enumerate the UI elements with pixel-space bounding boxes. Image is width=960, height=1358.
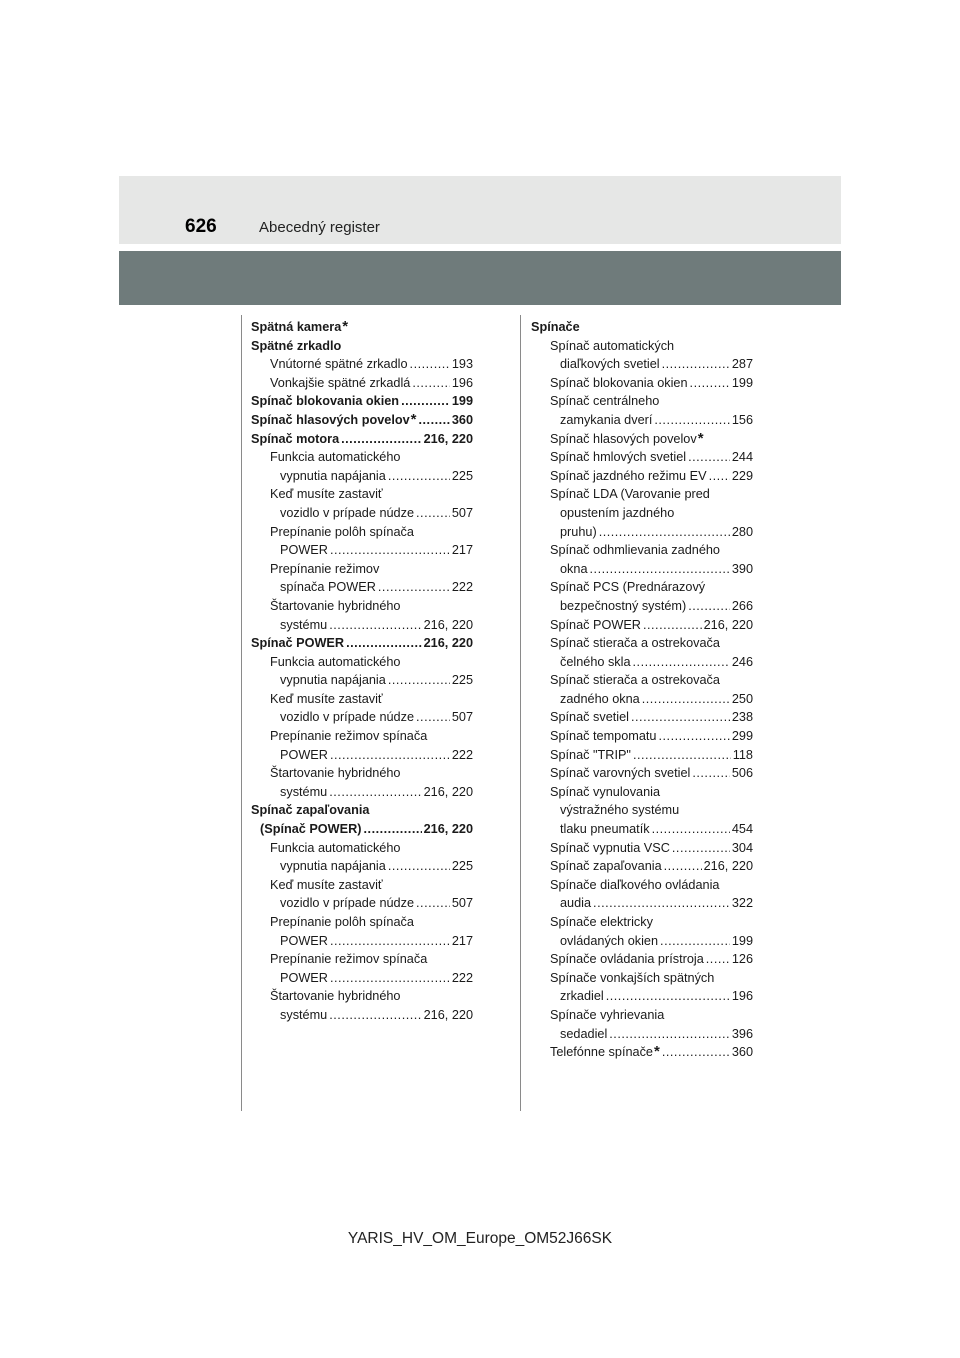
dot-leader: [709, 467, 730, 486]
index-entry: [531, 634, 753, 653]
index-entry: [531, 653, 753, 672]
index-entry: Telefónne spínače * ..... 360: [531, 1043, 753, 1062]
entry-text: Funkcia automatického: [270, 654, 401, 669]
index-entry: [251, 355, 473, 374]
entry-text: vypnutia napájania: [280, 468, 386, 483]
index-entry: [531, 448, 753, 467]
entry-text: Spätné zrkadlo: [251, 338, 342, 353]
dot-leader: [609, 1025, 730, 1044]
entry-text: Keď musíte zastaviť: [270, 487, 383, 502]
page-reference: 507: [451, 710, 473, 725]
index-entry: [251, 578, 473, 597]
index-entry: [251, 876, 473, 895]
page-title: Abecedný register: [259, 219, 380, 236]
index-entry: [251, 504, 473, 523]
entry-text: Spínač blokovania okien: [251, 394, 400, 409]
index-entry: [251, 597, 473, 616]
page-reference: 156: [731, 412, 753, 427]
index-entry: [531, 783, 753, 802]
page-reference: 216, 220: [423, 1007, 473, 1022]
index-entry: [251, 820, 473, 839]
index-entry: [531, 969, 753, 988]
page-reference: 216, 220: [423, 636, 473, 651]
entry-text: POWER: [280, 970, 328, 985]
index-entry: [251, 430, 473, 449]
page-reference: 199: [731, 933, 753, 948]
entry-text: Štartovanie hybridného: [270, 598, 401, 613]
index-entry: [531, 746, 753, 765]
index-entry: [531, 374, 753, 393]
dot-leader: [672, 839, 730, 858]
dot-leader: [378, 578, 450, 597]
index-entry: [531, 820, 753, 839]
entry-text: ovládaných okien: [560, 933, 659, 948]
entry-text: Prepínanie polôh spínača: [270, 524, 414, 539]
index-entry: [531, 932, 753, 951]
entry-text: systému: [280, 617, 328, 632]
dot-leader: [329, 783, 421, 802]
page-reference: 225: [451, 673, 473, 688]
index-entry: [251, 987, 473, 1006]
dot-leader: [690, 374, 730, 393]
dot-leader: [330, 541, 450, 560]
entry-text: opustením jazdného: [560, 505, 675, 520]
page-reference: 216, 220: [423, 822, 473, 837]
left-column-rule: [241, 315, 242, 1111]
dot-leader: [659, 727, 730, 746]
dot-leader: [688, 597, 730, 616]
index-entry: [251, 337, 473, 356]
page-reference: 396: [731, 1026, 753, 1041]
dot-leader: [330, 746, 450, 765]
index-entry: [531, 1025, 753, 1044]
index-entry: Spínač hlasových povelov * ..... 360: [251, 411, 473, 430]
dot-leader: [388, 671, 450, 690]
page-reference: 250: [731, 691, 753, 706]
index-entry: [251, 764, 473, 783]
dot-leader: [643, 616, 702, 635]
index-entry: [251, 950, 473, 969]
entry-text: Spínač blokovania okien: [550, 375, 688, 390]
page-reference: 216, 220: [703, 617, 753, 632]
header-bar: [119, 176, 841, 244]
entry-text: Spínač hlasových povelov: [251, 412, 410, 427]
entry-text: Spínač stierača a ostrekovača: [550, 673, 720, 688]
entry-text: vypnutia napájania: [280, 859, 386, 874]
index-entry: [531, 597, 753, 616]
index-entry: [251, 746, 473, 765]
index-entry: [251, 653, 473, 672]
page-reference: 507: [451, 896, 473, 911]
index-entry: [251, 932, 473, 951]
dot-leader: [401, 392, 450, 411]
entry-text: POWER: [280, 933, 328, 948]
page-reference: 246: [731, 654, 753, 669]
page-reference: 304: [731, 840, 753, 855]
page-reference: 225: [451, 468, 473, 483]
index-entry: [251, 560, 473, 579]
page-reference: 216, 220: [703, 859, 753, 874]
entry-text: Vnútorné spätné zrkadlo: [270, 357, 408, 372]
entry-text: Spätná kamera: [251, 320, 342, 334]
entry-text: audia: [560, 896, 592, 911]
index-entry: [531, 1006, 753, 1025]
entry-text: Spínače diaľkového ovládania: [550, 877, 720, 892]
entry-text: POWER: [280, 543, 328, 558]
page-reference: 506: [731, 766, 753, 781]
dot-leader: [652, 820, 730, 839]
entry-text: Keď musíte zastaviť: [270, 691, 383, 706]
page-reference: 222: [451, 580, 473, 595]
entry-text: Spínač automatických: [550, 338, 675, 353]
dot-leader: [330, 969, 450, 988]
entry-text: Spínač varovných svetiel: [550, 766, 691, 781]
dot-leader: [341, 430, 421, 449]
index-entry: [531, 727, 753, 746]
index-entry: [251, 448, 473, 467]
page-reference: 199: [451, 394, 473, 409]
index-entry: [531, 541, 753, 560]
index-entry: Spínač hlasových povelov *: [550, 429, 704, 447]
entry-text: systému: [280, 1007, 328, 1022]
page-reference: 196: [731, 989, 753, 1004]
document-code: YARIS_HV_OM_Europe_OM52J66SK: [347, 1230, 613, 1247]
entry-text: bezpečnostný systém): [560, 598, 687, 613]
dot-leader: [599, 523, 730, 542]
index-entry: [251, 690, 473, 709]
page-reference: 360: [451, 412, 473, 427]
index-entry: [531, 411, 753, 430]
page-reference: 216, 220: [423, 784, 473, 799]
entry-text: Spínač centrálneho: [550, 394, 660, 409]
dot-leader: [688, 448, 730, 467]
index-column-right: [531, 318, 753, 1062]
index-entry: Spätná kamera *: [251, 318, 349, 335]
dot-leader: [692, 764, 729, 783]
entry-text: Prepínanie režimov spínača: [270, 952, 428, 967]
dot-leader: [662, 355, 730, 374]
entry-text: vozidlo v prípade núdze: [280, 710, 415, 725]
dot-leader: [416, 504, 450, 523]
index-entry: [531, 616, 753, 635]
page-reference: 199: [731, 375, 753, 390]
entry-text: pruhu): [560, 524, 597, 539]
page-reference: 299: [731, 729, 753, 744]
entry-text: diaľkových svetiel: [560, 357, 660, 372]
index-entry: [531, 485, 753, 504]
entry-text: Spínač svetiel: [550, 710, 629, 725]
index-entry: [531, 318, 753, 337]
index-entry: [251, 969, 473, 988]
entry-text: Spínač jazdného režimu EV: [550, 468, 707, 483]
index-entry: [251, 523, 473, 542]
entry-text: Prepínanie režimov: [270, 561, 380, 576]
index-entry: [531, 857, 753, 876]
index-entry: [531, 560, 753, 579]
index-entry: [251, 1006, 473, 1025]
index-entry: [531, 876, 753, 895]
index-entry: [531, 337, 753, 356]
entry-text: vypnutia napájania: [280, 673, 386, 688]
dot-leader: [606, 987, 730, 1006]
entry-text: Spínač LDA (Varovanie pred: [550, 487, 710, 502]
entry-text: Spínač motora: [251, 431, 340, 446]
entry-text: vozidlo v prípade núdze: [280, 896, 415, 911]
dot-leader: [664, 857, 702, 876]
entry-text: sedadiel: [560, 1026, 608, 1041]
entry-text: Spínač zapaľovania: [251, 803, 370, 818]
page-reference: 238: [731, 710, 753, 725]
page-reference: 229: [731, 468, 753, 483]
dot-leader: [654, 411, 729, 430]
entry-text: Spínač hlasových povelov: [550, 431, 697, 446]
index-entry: [531, 578, 753, 597]
index-entry: [531, 392, 753, 411]
index-entry: [531, 913, 753, 932]
dot-leader: [662, 1043, 730, 1062]
index-entry: [251, 801, 473, 820]
page-reference: 118: [732, 747, 753, 762]
page-reference: 360: [731, 1045, 753, 1060]
dot-leader: [419, 411, 450, 430]
dot-leader: [330, 932, 450, 951]
index-entry: [251, 392, 473, 411]
index-entry: [251, 485, 473, 504]
index-entry: [251, 913, 473, 932]
index-entry: [251, 634, 473, 653]
index-entry: [251, 857, 473, 876]
page-reference: 216, 220: [423, 431, 473, 446]
dot-leader: [388, 467, 450, 486]
page-reference: 217: [451, 543, 473, 558]
dot-leader: [642, 690, 730, 709]
page-number: 626: [185, 216, 217, 237]
page-reference: 193: [451, 357, 473, 372]
entry-text: Spínač POWER: [550, 617, 641, 632]
entry-text: Spínač POWER: [251, 636, 345, 651]
entry-text: výstražného systému: [560, 803, 680, 818]
index-entry: [251, 727, 473, 746]
entry-text: okna: [560, 561, 588, 576]
dot-leader: [388, 857, 450, 876]
entry-text: Telefónne spínače: [550, 1045, 653, 1060]
index-entry: [531, 708, 753, 727]
entry-text: tlaku pneumatík: [560, 822, 650, 837]
page-reference: 222: [451, 747, 473, 762]
index-entry: [531, 801, 753, 820]
entry-text: zadného okna: [560, 691, 640, 706]
page-reference: 217: [451, 933, 473, 948]
entry-text: Spínač hmlových svetiel: [550, 450, 687, 465]
dot-leader: [329, 616, 421, 635]
index-entry: [531, 764, 753, 783]
entry-text: Keď musíte zastaviť: [270, 877, 383, 892]
index-entry: [251, 374, 473, 393]
header-band: [119, 251, 841, 305]
page-reference: 280: [731, 524, 753, 539]
entry-text: POWER: [280, 747, 328, 762]
index-entry: [251, 616, 473, 635]
dot-leader: [364, 820, 422, 839]
entry-text: Spínač tempomatu: [550, 729, 657, 744]
page-reference: 225: [451, 859, 473, 874]
entry-text: Funkcia automatického: [270, 840, 401, 855]
dot-leader: [590, 560, 730, 579]
index-entry: [251, 671, 473, 690]
dot-leader: [633, 653, 730, 672]
entry-text: Štartovanie hybridného: [270, 989, 401, 1004]
index-entry: [251, 541, 473, 560]
index-column-left: [251, 318, 473, 1025]
dot-leader: [660, 932, 730, 951]
entry-text: spínača POWER: [280, 580, 376, 595]
dot-leader: [329, 1006, 421, 1025]
index-entry: [531, 950, 753, 969]
dot-leader: [412, 374, 449, 393]
index-entry: [531, 671, 753, 690]
dot-leader: [593, 894, 730, 913]
entry-text: Spínače: [531, 320, 580, 334]
dot-leader: [633, 746, 731, 765]
index-entry: [251, 783, 473, 802]
index-entry: [531, 504, 753, 523]
entry-text: Spínač stierača a ostrekovača: [550, 636, 720, 651]
entry-text: Spínač "TRIP": [550, 747, 631, 762]
right-column-rule: [520, 315, 521, 1111]
entry-text: Prepínanie polôh spínača: [270, 915, 414, 929]
index-entry: [531, 987, 753, 1006]
index-entry: [531, 839, 753, 858]
entry-text: Štartovanie hybridného: [270, 766, 401, 781]
entry-text: vozidlo v prípade núdze: [280, 505, 415, 520]
entry-text: Spínač vynulovania: [550, 784, 661, 799]
page-reference: 390: [731, 561, 753, 576]
entry-text: Prepínanie režimov spínača: [270, 729, 428, 744]
dot-leader: [410, 355, 450, 374]
dot-leader: [631, 708, 730, 727]
page-reference: 507: [451, 505, 473, 520]
entry-text: Spínač zapaľovania: [550, 859, 662, 874]
page-reference: 454: [731, 822, 753, 837]
index-entry: [251, 839, 473, 858]
page-reference: 322: [731, 896, 753, 911]
index-entry: [251, 708, 473, 727]
entry-text: Spínače elektricky: [550, 915, 653, 929]
entry-text: Spínače ovládania prístroja: [550, 952, 704, 967]
dot-leader: [416, 708, 450, 727]
page-reference: 222: [451, 970, 473, 985]
entry-text: Funkcia automatického: [270, 450, 401, 465]
entry-text: zamykania dverí: [560, 412, 653, 427]
index-entry: [531, 894, 753, 913]
entry-text: Spínač vypnutia VSC: [550, 840, 670, 855]
page-reference: 196: [451, 375, 473, 390]
entry-text: Spínač PCS (Prednárazový: [550, 580, 706, 595]
page-reference: 216, 220: [423, 617, 473, 632]
dot-leader: [416, 894, 450, 913]
page-reference: 287: [731, 357, 753, 372]
entry-text: (Spínač POWER): [260, 822, 362, 837]
page-reference: 126: [731, 952, 753, 967]
dot-leader: [706, 950, 730, 969]
index-entry: [531, 355, 753, 374]
entry-text: zrkadiel: [560, 989, 604, 1004]
entry-text: čelného skla: [560, 654, 631, 669]
entry-text: Spínač odhmlievania zadného: [550, 543, 720, 558]
dot-leader: [346, 634, 422, 653]
index-entry: [251, 467, 473, 486]
index-entry: [531, 467, 753, 486]
page-reference: 266: [731, 598, 753, 613]
entry-text: Vonkajšie spätné zrkadlá: [270, 375, 411, 390]
index-entry: [531, 523, 753, 542]
entry-text: Spínače vyhrievania: [550, 1007, 665, 1022]
entry-text: systému: [280, 784, 328, 799]
index-entry: [251, 894, 473, 913]
page-reference: 244: [731, 450, 753, 465]
index-entry: [531, 690, 753, 709]
entry-text: Spínače vonkajších spätných: [550, 970, 715, 985]
